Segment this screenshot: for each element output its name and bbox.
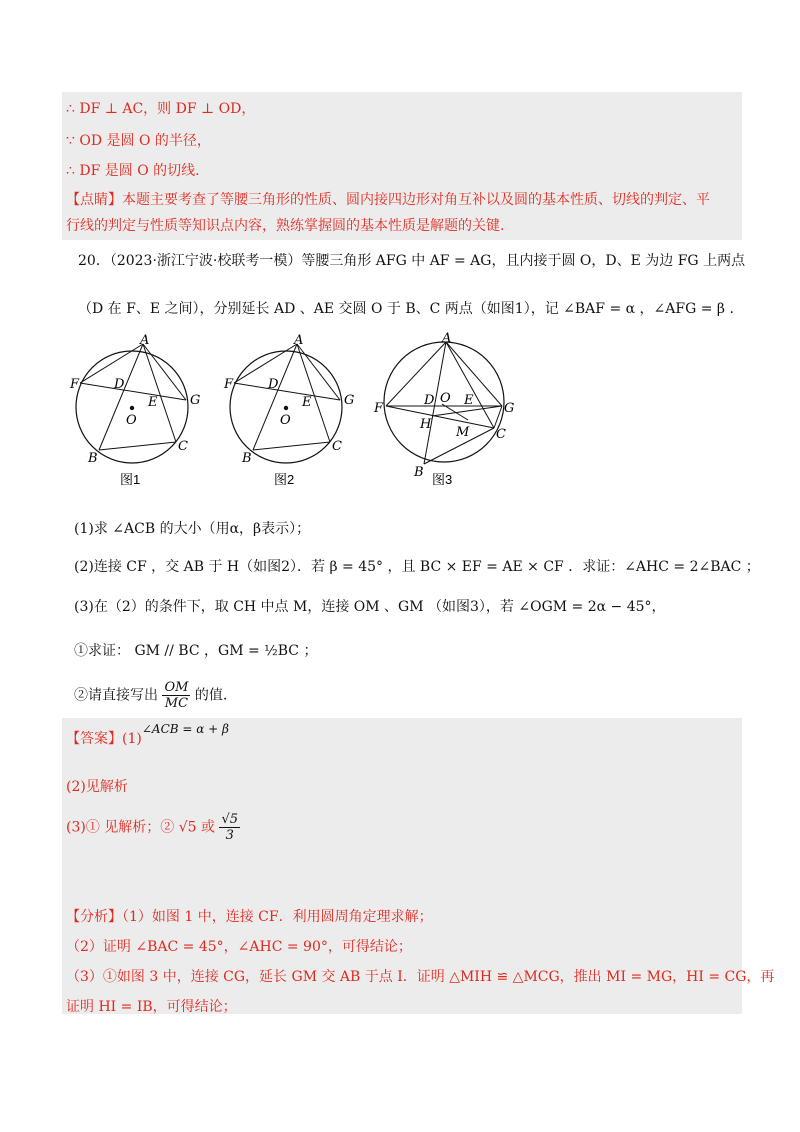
figure-1-caption: 图1 xyxy=(120,472,141,487)
svg-text:B: B xyxy=(242,451,252,466)
figure-2-caption: 图2 xyxy=(274,472,295,487)
figure-3-caption: 图3 xyxy=(432,472,453,487)
svg-text:O: O xyxy=(280,413,291,428)
svg-text:B: B xyxy=(414,465,424,480)
figure-2 xyxy=(223,333,354,487)
figure-3 xyxy=(373,331,514,487)
figure-1 xyxy=(69,333,200,487)
svg-text:G: G xyxy=(504,401,515,416)
proof-line-3: ∴ DF 是圆 O 的切线. xyxy=(66,163,200,179)
svg-text:F: F xyxy=(224,377,234,392)
question-2: (2)连接 CF ，交 AB 于 H（如图2）．若 β = 45° ，且 BC × EF = AE × CF ．求证：∠AHC = 2∠BAC ； xyxy=(74,559,760,575)
svg-text:O: O xyxy=(126,413,137,428)
svg-text:F: F xyxy=(70,377,80,392)
key-point-line-1: 【点睛】本题主要考查了等腰三角形的性质、圆内接四边形对角互补以及圆的基本性质、切线的判定、平 xyxy=(66,192,710,208)
svg-text:H: H xyxy=(420,417,432,432)
proof-line-2: ∵ OD 是圆 O 的半径， xyxy=(66,133,211,149)
om-over-mc-fraction: $\frac{OM}{MC}$ xyxy=(164,680,189,711)
svg-text:B: B xyxy=(88,451,98,466)
proof-line-1: ∴ DF ⊥ AC，则 DF ⊥ OD， xyxy=(66,101,256,117)
geometry-figures xyxy=(70,331,554,492)
svg-text:E: E xyxy=(464,393,474,408)
question-3: (3)在（2）的条件下，取 CH 中点 M，连接 OM 、GM （如图3），若 ∠OGM = 2α − 45°， xyxy=(74,599,666,615)
answer-line-1: 【答案】(1)∠ACB = α + β xyxy=(66,722,229,747)
svg-text:D: D xyxy=(114,377,125,392)
svg-text:C: C xyxy=(496,427,506,442)
svg-text:G: G xyxy=(190,393,201,408)
svg-text:C: C xyxy=(332,439,342,454)
analysis-line-1: 【分析】（1）如图 1 中，连接 CF．利用圆周角定理求解； xyxy=(66,909,433,925)
svg-text:F: F xyxy=(374,401,384,416)
svg-text:C: C xyxy=(178,439,188,454)
svg-text:D: D xyxy=(268,377,279,392)
problem-line-2: （D 在 F、E 之间），分别延长 AD 、AE 交圆 O 于 B、C 两点（如图1），记 ∠BAF = α ，∠AFG = β . xyxy=(78,301,734,317)
svg-text:G: G xyxy=(344,393,355,408)
question-3-part-2: ②请直接写出 $\frac{OM}{MC}$ 的值. xyxy=(74,680,228,711)
svg-text:E: E xyxy=(302,395,312,410)
svg-text:D: D xyxy=(424,393,435,408)
svg-text:E: E xyxy=(148,395,158,410)
analysis-line-2: （2）证明 ∠BAC = 45°，∠AHC = 90°，可得结论； xyxy=(66,939,412,955)
svg-text:A: A xyxy=(294,333,304,348)
answer-line-2: (2)见解析 xyxy=(66,779,128,795)
answer-line-3: (3)① 见解析；② √5 或 $\frac{√5}{3}$ xyxy=(66,812,239,843)
svg-text:A: A xyxy=(442,331,452,346)
problem-line-1: 20．（2023·浙江宁波·校联考一模）等腰三角形 AFG 中 AF = AG，且内接于圆 O，D、E 为边 FG 上两点 xyxy=(78,253,746,269)
root5-over-3-fraction: $\frac{√5}{3}$ xyxy=(221,812,239,843)
analysis-line-3: （3）①如图 3 中，连接 CG，延长 GM 交 AB 于点 I．证明 △MIH ≌ △MCG，推出 MI = MG，HI = CG，再 xyxy=(66,969,775,985)
question-3-part-1: ①求证： GM // BC ，GM = ½BC ； xyxy=(74,643,318,659)
analysis-line-4: 证明 HI = IB，可得结论； xyxy=(66,999,237,1015)
key-point-line-2: 行线的判定与性质等知识点内容，熟练掌握圆的基本性质是解题的关键. xyxy=(66,218,505,234)
question-1: (1)求 ∠ACB 的大小（用α，β表示）； xyxy=(74,521,311,537)
svg-text:O: O xyxy=(440,391,451,406)
svg-text:M: M xyxy=(456,425,470,440)
svg-text:A: A xyxy=(140,333,150,348)
